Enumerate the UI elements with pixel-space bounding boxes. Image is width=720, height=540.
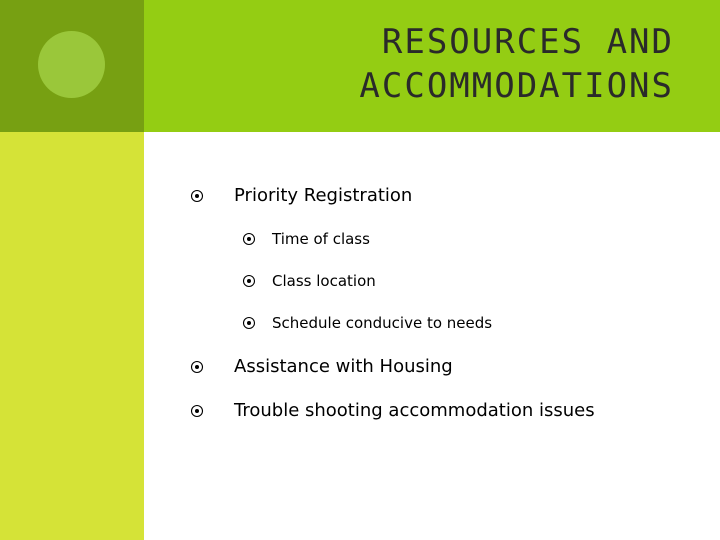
bullet-item-time-of-class xyxy=(242,230,370,248)
circled-dot-icon xyxy=(242,232,256,246)
bullet-text: Priority Registration xyxy=(234,185,413,206)
bullet-item-trouble-shooting xyxy=(190,400,595,421)
left-accent-bar xyxy=(0,132,144,540)
bullet-text: Trouble shooting accommodation issues xyxy=(234,400,595,421)
bullet-item-priority-registration xyxy=(190,185,412,206)
circled-dot-icon xyxy=(190,189,204,203)
slide-title-line-2: ACCOMMODATIONS xyxy=(359,66,674,106)
bullet-item-class-location xyxy=(242,272,376,290)
bullet-text: Time of class xyxy=(272,230,370,248)
circled-dot-icon xyxy=(242,316,256,330)
bullet-text: Schedule conducive to needs xyxy=(272,314,493,332)
bullet-item-assistance-housing xyxy=(190,356,453,377)
slide-title-line-1: RESOURCES AND xyxy=(381,22,674,62)
circled-dot-icon xyxy=(242,274,256,288)
circled-dot-icon xyxy=(190,360,204,374)
decorative-circle xyxy=(38,31,105,98)
bullet-item-schedule-conducive xyxy=(242,314,492,332)
bullet-text: Assistance with Housing xyxy=(234,356,453,377)
slide-title xyxy=(359,20,674,108)
bullet-text: Class location xyxy=(272,272,376,290)
circled-dot-icon xyxy=(190,404,204,418)
